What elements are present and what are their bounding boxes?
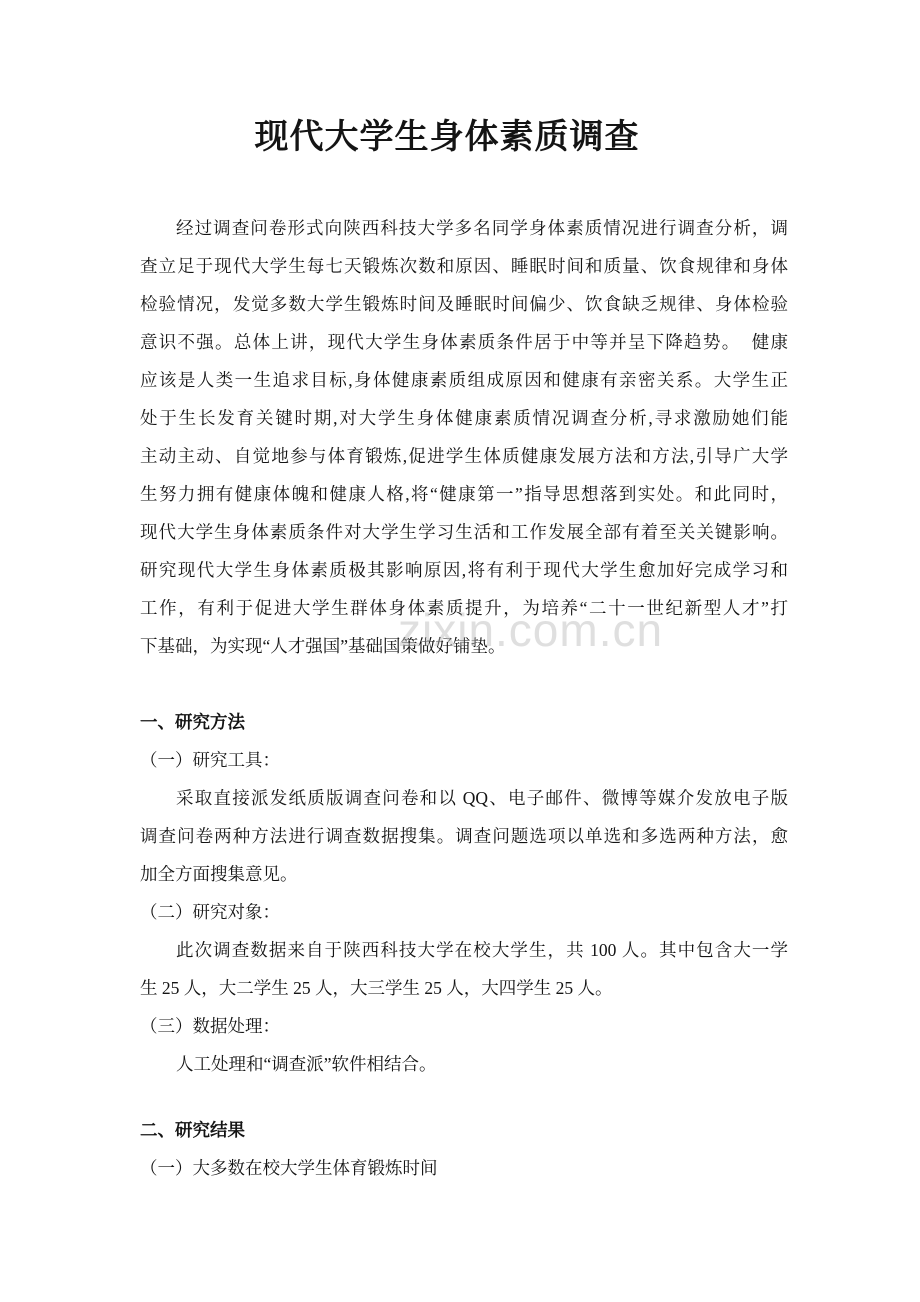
document-body bbox=[140, 209, 788, 1187]
section-heading-results: 二、研究结果 bbox=[140, 1120, 245, 1140]
paragraph-line: 生 25 人，大二学生 25 人，大三学生 25 人，大四学生 25 人。 bbox=[140, 978, 613, 998]
intro-paragraph bbox=[140, 209, 788, 665]
intro-line: 意识不强。总体上讲，现代大学生身体素质条件居于中等并呈下降趋势。 健康 bbox=[140, 332, 788, 352]
intro-line: 主动主动、自觉地参与体育锻炼,促进学生体质健康发展方法和方法,引导广大学 bbox=[140, 446, 788, 466]
intro-line: 工作，有利于促进大学生群体身体素质提升，为培养“二十一世纪新型人才”打 bbox=[140, 598, 788, 618]
subsection-label-data-processing: （三）数据处理： bbox=[140, 1016, 280, 1036]
paragraph-line: 此次调查数据来自于陕西科技大学在校大学生，共 100 人。其中包含大一学 bbox=[176, 940, 788, 960]
paragraph-line: 人工处理和“调查派”软件相结合。 bbox=[176, 1054, 437, 1074]
intro-line: 查立足于现代大学生每七天锻炼次数和原因、睡眠时间和质量、饮食规律和身体 bbox=[140, 256, 788, 276]
paragraph-line: 加全方面搜集意见。 bbox=[140, 864, 298, 884]
paragraph-line: 调查问卷两种方法进行调查数据搜集。调查问题选项以单选和多选两种方法，愈 bbox=[140, 826, 788, 846]
intro-line: 研究现代大学生身体素质极其影响原因,将有利于现代大学生愈加好完成学习和 bbox=[140, 560, 788, 580]
intro-line: 下基础，为实现“人才强国”基础国策做好铺垫。 bbox=[140, 636, 506, 656]
intro-line: 现代大学生身体素质条件对大学生学习生活和工作发展全部有着至关关键影响。 bbox=[140, 522, 788, 542]
intro-line: 生努力拥有健康体魄和健康人格,将“健康第一”指导思想落到实处。和此同时， bbox=[140, 484, 788, 504]
subsection-label-exercise-time: （一）大多数在校大学生体育锻炼时间 bbox=[140, 1158, 438, 1178]
intro-line: 处于生长发育关键时期,对大学生身体健康素质情况调查分析,寻求激励她们能 bbox=[140, 408, 788, 428]
subsection-label-subjects: （二）研究对象： bbox=[140, 902, 280, 922]
section-heading-methods: 一、研究方法 bbox=[140, 712, 245, 732]
intro-line: 应该是人类一生追求目标,身体健康素质组成原因和健康有亲密关系。大学生正 bbox=[140, 370, 788, 390]
intro-line: 检验情况，发觉多数大学生锻炼时间及睡眠时间偏少、饮食缺乏规律、身体检验 bbox=[140, 294, 788, 314]
document-title: 现代大学生身体素质调查 bbox=[254, 119, 640, 156]
intro-line: 经过调查问卷形式向陕西科技大学多名同学身体素质情况进行调查分析，调 bbox=[176, 218, 788, 238]
paragraph-line: 采取直接派发纸质版调查问卷和以 QQ、电子邮件、微博等媒介发放电子版 bbox=[176, 788, 788, 808]
watermark: zixin.com.cn bbox=[398, 604, 664, 656]
subsection-label-tools: （一）研究工具： bbox=[140, 750, 280, 770]
